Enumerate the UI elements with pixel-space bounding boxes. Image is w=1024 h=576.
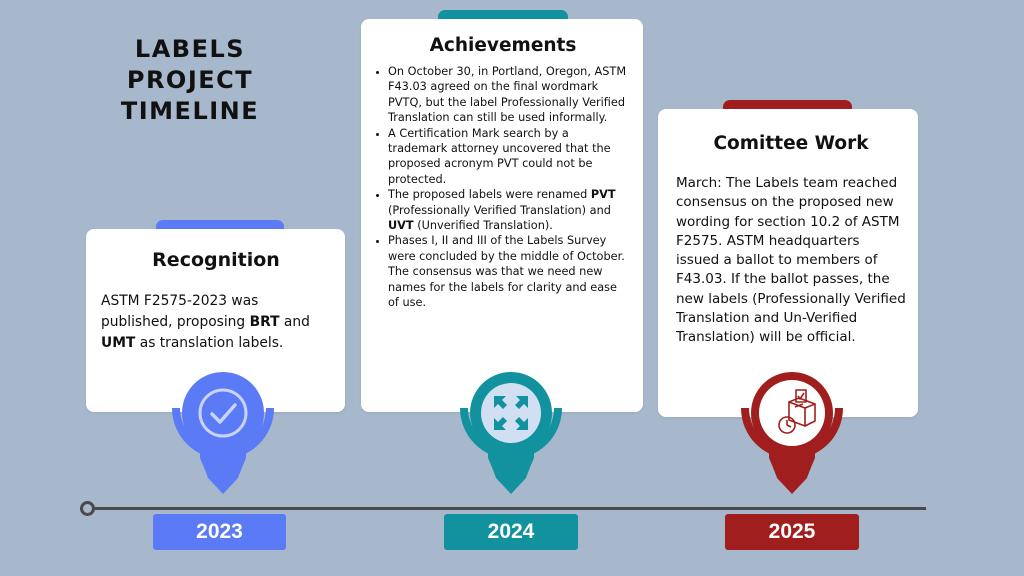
- achievements-list: [375, 64, 631, 311]
- checkmark-marker: [168, 368, 278, 504]
- timeline-line: [90, 507, 926, 510]
- year-label-2025: 2025: [725, 514, 859, 550]
- timeline-start-circle: [80, 501, 95, 516]
- expand-marker: [456, 368, 566, 504]
- page-title: [110, 34, 270, 127]
- title-line-3: TIMELINE: [120, 97, 260, 125]
- achievement-item: • The proposed labels were renamed PVT (Professionally Verified Translation) and UVT (Unverified Translation).: [388, 187, 631, 233]
- title-line-1: LABELS: [134, 35, 246, 63]
- achievements-heading: Achievements: [429, 35, 577, 56]
- title-line-2: PROJECT: [126, 66, 254, 94]
- year-label-2023: 2023: [153, 514, 286, 550]
- achievement-item: • Phases I, II and III of the Labels Survey were concluded by the middle of October. The consensus was that we need new names for the labels for clarity and ease of use.: [388, 233, 631, 310]
- recognition-text: ASTM F2575-2023 was published, proposing BRT and UMT as translation labels.: [101, 293, 310, 351]
- achievement-item: • A Certification Mark search by a trademark attorney uncovered that the proposed acronym PVT could not be protected.: [388, 126, 631, 188]
- achievements-card: [361, 19, 643, 412]
- committee-text: March: The Labels team reached consensus on the proposed new wording for section 10.2 of ASTM F2575. ASTM headquarters issued a ballot to members of F43.03. If the ballot passes, the new labels (Professionally Verified Translation and Un-Verified Translation) will be official.: [676, 175, 906, 346]
- recognition-heading: Recognition: [152, 249, 280, 271]
- ballot-marker: [737, 368, 847, 504]
- year-label-2024: 2024: [444, 514, 578, 550]
- achievement-item: • On October 30, in Portland, Oregon, ASTM F43.03 agreed on the final wordmark PVTQ, but the label Professionally Verified Translation can still be used informally.: [388, 64, 631, 126]
- committee-heading: Comittee Work: [713, 133, 869, 154]
